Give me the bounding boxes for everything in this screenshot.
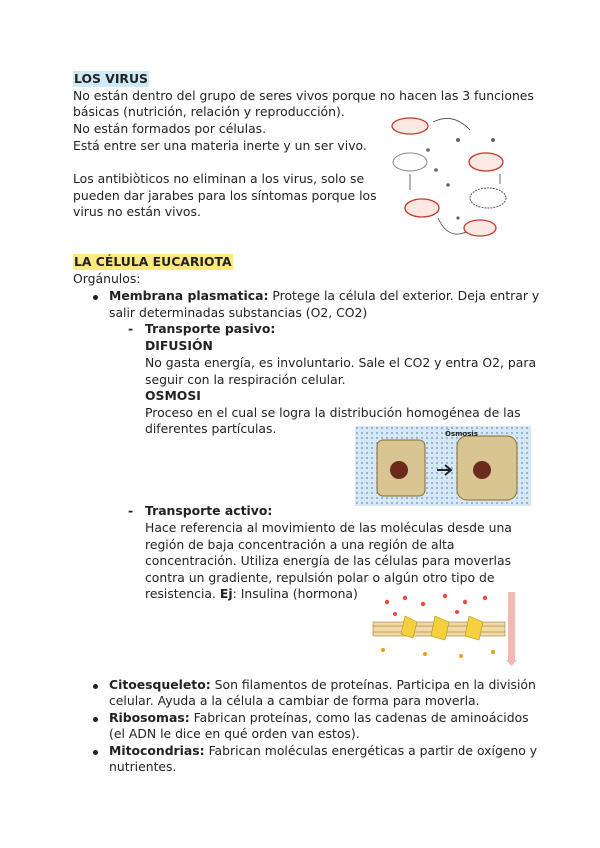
active-transport-figure	[365, 586, 520, 666]
activo-line-3: concentración. Utiliza energía de las células para moverlas	[145, 553, 512, 568]
difusion-title: DIFUSIÓN	[145, 338, 213, 353]
cell-stage-1	[392, 118, 428, 134]
osmosi-title: OSMOSI	[145, 388, 201, 403]
organulos-label: Orgánulos:	[73, 271, 141, 286]
activo-last-prefix: resistencia.	[145, 586, 220, 601]
osmosi-line-2: diferentes partículas.	[145, 421, 277, 436]
citoesqueleto-text-1: Son filamentos de proteínas. Participa en la división	[210, 677, 536, 692]
membrana-label: Membrana plasmatica:	[109, 288, 269, 303]
antibiotic-line-1: Los antibiòticos no eliminan a los virus, solo se	[73, 171, 365, 186]
cell-stage-5	[470, 188, 506, 208]
activo-line-1: Hace referencia al movimiento de las moléculas desde una	[145, 520, 512, 535]
gradient-arrow	[508, 592, 515, 660]
osmosis-title: Ósmosis	[445, 430, 478, 438]
activo-line-5	[145, 586, 358, 602]
antibiotic-line-3: virus no están vivos.	[73, 204, 201, 219]
cell-stage-3	[405, 199, 439, 217]
bullet-citoesqueleto	[93, 684, 98, 689]
bullet-mitocondrias	[93, 750, 98, 755]
mitocondrias-label: Mitocondrias:	[109, 743, 205, 758]
dash-activo: -	[128, 503, 134, 518]
ribosomas-line-1	[109, 710, 529, 726]
ribosomas-label: Ribosomas:	[109, 710, 190, 725]
activo-last-suffix: : Insulina (hormona)	[232, 586, 358, 601]
ej-label: Ej	[219, 586, 233, 601]
bullet-membrana	[93, 295, 98, 300]
nucleus-after	[473, 461, 491, 479]
activo-line-2: región de baja concentración a una región de alta	[145, 537, 455, 552]
virus-line-1: No están dentro del grupo de seres vivos porque no hacen las 3 funciones	[73, 88, 534, 103]
citoesqueleto-label: Citoesqueleto:	[109, 677, 211, 692]
transporte-activo-label: Transporte activo:	[145, 503, 273, 518]
mitocondrias-line-1	[109, 743, 537, 759]
membrana-line-1	[109, 288, 539, 304]
nucleus-before	[390, 461, 408, 479]
transporte-pasivo-label: Transporte pasivo:	[145, 321, 276, 336]
osmosis-figure	[355, 426, 531, 506]
virus-line-4: Está entre ser una materia inerte y un ser vivo.	[73, 138, 367, 153]
section-title-cell: LA CÉLULA EUCARIOTA	[74, 254, 232, 269]
dash-pasivo: -	[128, 321, 134, 336]
mitocondrias-line-2: nutrientes.	[109, 759, 177, 774]
osmosi-line-1: Proceso en el cual se logra la distribución homogénea de las	[145, 405, 521, 420]
difusion-line-2: seguir con la respiración celular.	[145, 372, 346, 387]
membrana-line-2: salir determinadas substancias (O2, CO2)	[109, 305, 368, 320]
section-title-virus: LOS VIRUS	[74, 71, 148, 86]
cell-stage-6	[464, 220, 496, 236]
virus-line-2: básicas (nutrición, relación y reproducción).	[73, 104, 345, 119]
ribosomas-line-2: (el ADN le dice en qué orden van estos).	[109, 726, 360, 741]
activo-line-4: contra un gradiente, repulsión polar o algún otro tipo de	[145, 570, 495, 585]
bullet-ribosomas	[93, 717, 98, 722]
ribosomas-text-1: Fabrican proteínas, como las cadenas de aminoácidos	[189, 710, 529, 725]
membrana-text-1: Protege la célula del exterior. Deja entrar y	[268, 288, 540, 303]
virus-line-3: No están formados por células.	[73, 121, 267, 136]
cell-stage-2	[393, 153, 427, 171]
citoesqueleto-line-2: celular. Ayuda a la célula a cambiar de forma para moverla.	[109, 693, 480, 708]
mitocondrias-text-1: Fabrican moléculas energéticas a partir de oxígeno y	[204, 743, 538, 758]
citoesqueleto-line-1	[109, 677, 536, 693]
antibiotic-line-2: pueden dar jarabes para los síntomas porque los	[73, 188, 377, 203]
difusion-line-1: No gasta energía, es involuntario. Sale el CO2 y entra O2, para	[145, 355, 537, 370]
cell-stage-4	[469, 153, 503, 171]
virus-cycle-figure	[388, 110, 518, 245]
